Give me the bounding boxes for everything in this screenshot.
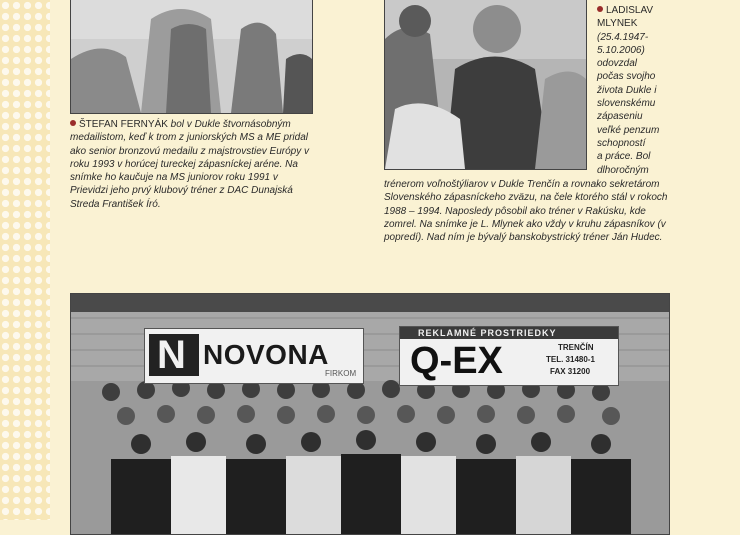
caption-mlynek-rest: trénerom voľnoštýliarov v Dukle Trenčín a rovnako sekretárom Slovenského zápasníckeho zväzu, na čele ktorého stál v rokoch 1988 – 1994. Naposledy pôsobil ako tréner v Rakúsku, kde zomrel. Na snímke je L. Mlynek ako vždy v kruhu zápasníkov (v popredí). Nad ním je bývalý banskobystrický tréner Ján Hudec.	[384, 179, 668, 244]
caption-mlynek-line: slovenskému	[597, 98, 656, 110]
caption-mlynek-line: veľké penzum	[597, 124, 660, 136]
caption-mlynek-line: (25.4.1947-	[597, 31, 649, 43]
caption-fernyak-name: ŠTEFAN FERNYÁK	[79, 119, 168, 130]
caption-mlynek-line: a práce. Bol	[597, 151, 651, 163]
qex-sign-city: TRENČÍN	[558, 343, 594, 352]
caption-fernyak	[70, 118, 314, 211]
caption-mlynek-line: odovzdal	[597, 58, 638, 70]
caption-mlynek-line: MLYNEK	[597, 18, 638, 30]
photo-fernyak	[70, 0, 313, 114]
novona-sign-text: NOVONA	[203, 339, 329, 370]
team-photo	[70, 293, 670, 535]
caption-bullet	[70, 120, 76, 126]
caption-mlynek-line: 5.10.2006)	[597, 44, 645, 56]
caption-mlynek-line: počas svojho	[597, 71, 656, 83]
caption-mlynek-line: zápaseniu	[597, 111, 643, 123]
caption-mlynek-side	[597, 4, 677, 177]
qex-sign-text: Q-EX	[410, 340, 503, 382]
novona-sign-subtext: FIRKOM	[325, 369, 357, 378]
caption-bullet	[597, 6, 603, 12]
caption-mlynek-line: schopností	[597, 137, 646, 149]
dotted-border-decoration	[0, 0, 50, 520]
novona-sign-n: N	[157, 333, 186, 377]
caption-mlynek-continued	[384, 178, 674, 244]
qex-sign	[399, 326, 619, 386]
caption-mlynek-line: života Dukle i	[597, 84, 657, 96]
novona-sign	[144, 328, 364, 384]
photo-mlynek	[384, 0, 587, 170]
qex-sign-tel: TEL. 31480-1	[546, 355, 595, 364]
caption-mlynek-line: dlhoročným	[597, 164, 649, 176]
caption-fernyak-text: bol v Dukle štvornásobným medailistom, keď k trom z juniorských MS a ME pridal ako senior bronzovú medailu z majstrovstiev Európy v roku 1993 v horúcej tureckej zápasníckej aréne. Na snímke ho kaučuje na MS juniorov roku 1991 v Prievidzi jeho prvý klubový tréner z DAC Dunajská Streda František Író.	[70, 119, 309, 210]
qex-sign-top-text: REKLAMNÉ PROSTRIEDKY	[418, 328, 557, 338]
qex-sign-fax: FAX 31200	[550, 367, 591, 376]
caption-mlynek-line: LADISLAV	[606, 5, 654, 16]
